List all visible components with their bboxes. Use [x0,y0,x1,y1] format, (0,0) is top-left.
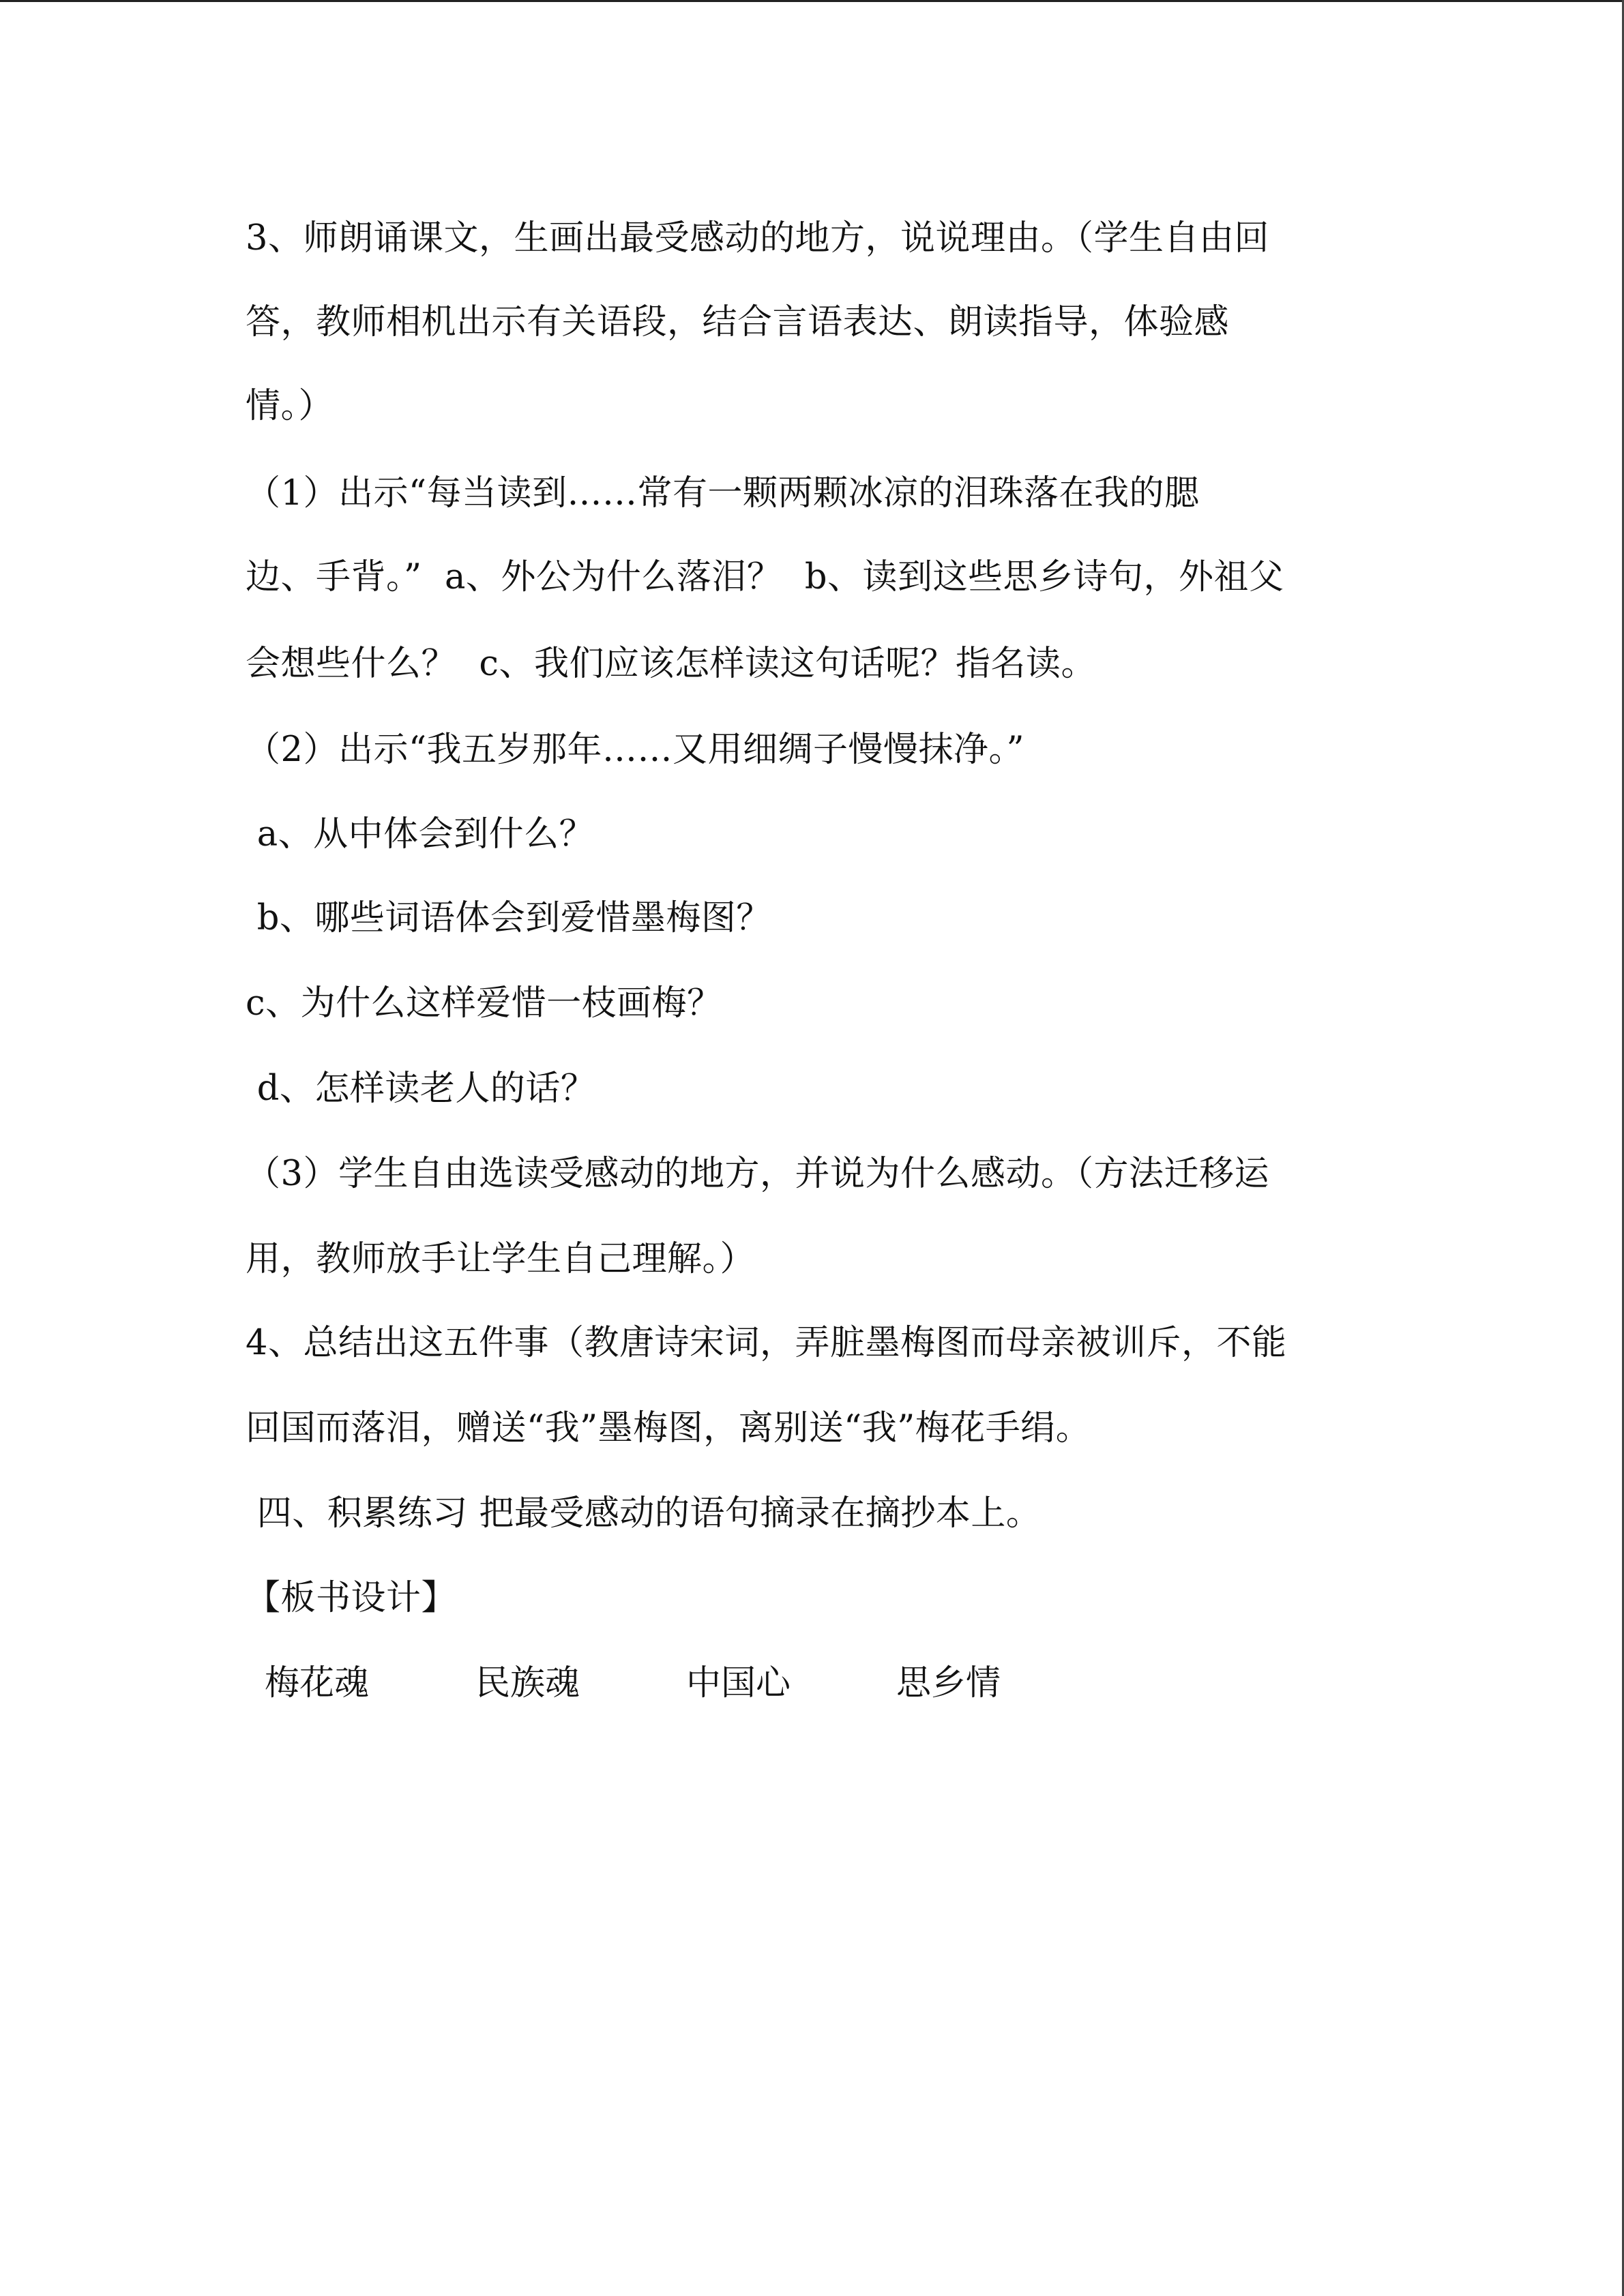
paragraph-line: 4、总结出这五件事（教唐诗宋词，弄脏墨梅图而母亲被训斥，不能 [246,1323,1287,1363]
paragraph-line: b、哪些词语体会到爱惜墨梅图？ [246,898,771,938]
paragraph-line: 答，教师相机出示有关语段，结合言语表达、朗读指导，体验感 [246,302,1230,342]
section-heading: 【板书设计】 [246,1578,457,1618]
paragraph-line: 3、师朗诵课文，生画出最受感动的地方，说说理由。（学生自由回 [246,218,1269,258]
board-item: 民族魂 [475,1663,580,1703]
paragraph-line: 用，教师放手让学生自己理解。） [246,1239,756,1279]
paragraph-line: 回国而落泪，赠送“我”墨梅图，离别送“我”梅花手绢。 [246,1408,1091,1448]
paragraph-line: c、为什么这样爱惜一枝画梅？ [246,983,722,1024]
paragraph-line: （3）学生自由选读受感动的地方，并说为什么感动。（方法迁移运 [246,1154,1269,1194]
paragraph-line: 边、手背。” a、外公为什么落泪？ b、读到这些思乡诗句，外祖父 [246,557,1284,597]
board-item: 梅花魂 [265,1663,370,1703]
paragraph-line: 四、积累练习 把最受感动的语句摘录在摘抄本上。 [246,1493,1042,1534]
paragraph-line: （2）出示“我五岁那年……又用细绸子慢慢抹净。” [246,730,1025,770]
paragraph-line: a、从中体会到什么？ [246,814,595,854]
top-border [0,0,1624,2]
paragraph-line: 会想些什么？ c、我们应该怎样读这句话呢？指名读。 [246,644,1096,684]
board-item: 思乡情 [896,1663,1001,1703]
paragraph-line: d、怎样读老人的话？ [246,1069,596,1109]
board-item: 中国心 [686,1663,791,1703]
paragraph-line: （1）出示“每当读到……常有一颗两颗冰凉的泪珠落在我的腮 [246,473,1200,513]
paragraph-line: 情。） [246,386,334,426]
